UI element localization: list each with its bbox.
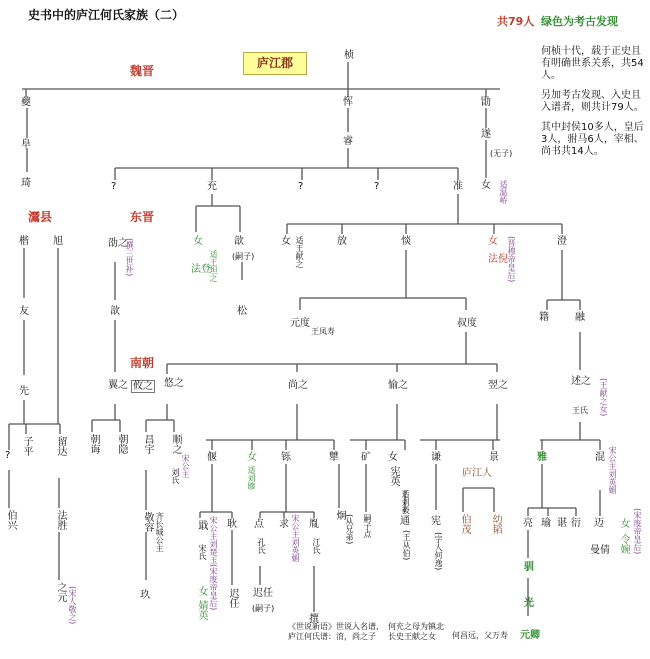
note-nu8: (王从伯)	[402, 530, 411, 561]
note-sizi: (嗣子)	[232, 252, 255, 261]
person-lingwan: 令婉	[618, 534, 629, 554]
person-cheng: 澄	[557, 236, 567, 247]
person-shun: 顺之	[170, 434, 181, 454]
person-yizhi2: 翌之	[488, 380, 508, 391]
count-label: 共79人	[497, 15, 535, 28]
note-songming: (宋废帝皇后)	[633, 508, 642, 555]
person-you2: 幼韬	[490, 514, 501, 534]
era-shixian: 灊县	[28, 210, 53, 224]
person-nu3: 女	[281, 236, 291, 247]
person-chaoyin: 朝隐	[116, 434, 127, 454]
person-ya: 雅	[537, 452, 547, 463]
note-songgz2: 宋公主刘楚玉	[209, 516, 218, 564]
person-dian: 点	[254, 519, 264, 530]
person-songying: 宪英	[388, 466, 399, 486]
person-fasheng: 法胜	[55, 510, 66, 530]
person-ziping: 子平	[21, 436, 32, 456]
person-qin: 谌	[557, 518, 567, 529]
person-xian: 先	[19, 386, 29, 397]
person-nu7: 女	[196, 586, 207, 596]
note-songgz3: 宋公主刘英媚	[291, 514, 300, 562]
person-chou2: 犨	[329, 452, 339, 463]
person-qian: 谦	[431, 452, 441, 463]
person-yi: 遂	[481, 129, 491, 140]
person-liuda: 留达	[55, 436, 66, 456]
note-shiwangxi: 适王献之	[295, 236, 304, 268]
person-yizhi: 翼之	[108, 380, 128, 391]
person-ren: 迟任	[227, 588, 238, 608]
person-song: 松	[237, 306, 247, 317]
note-3: 其中封侯10多人，皇后3人，驸马6人，宰相、尚书共14人。	[541, 122, 644, 157]
person-bojing: 伯兴	[5, 510, 16, 530]
person-shuzhi: 述之	[571, 376, 591, 387]
person-shuo: 铄	[281, 452, 291, 463]
note-songshi: 宋氏	[198, 544, 207, 560]
footnote-shishuo: 《世说新语》世说入名谱,庐江何氏谱：淯，尚之子	[288, 622, 379, 641]
person-youzhi: 攸之	[133, 381, 153, 392]
person-jiu: 玖	[140, 590, 150, 601]
note-songren: (宋人敬之)	[68, 586, 77, 625]
note-shiliujie: 适刘毅	[401, 490, 410, 514]
note-huzi: (无子)	[490, 149, 513, 158]
person-yan3: 衍	[571, 518, 581, 529]
note-kongshi: 孔氏	[257, 538, 266, 554]
person-yuanyu: 元度	[290, 318, 310, 329]
person-quanyu: 叔度	[457, 318, 477, 329]
person-yuanbo: 元卿	[520, 630, 540, 641]
person-tong: 通	[400, 516, 410, 527]
person-kui: 夔	[21, 97, 31, 108]
note-mingdi: (宋废帝皇后)	[209, 564, 218, 611]
person-zhen: 桢	[344, 50, 354, 61]
person-xian2: 宪	[431, 516, 441, 527]
note-yanjiang: (从兄弟)	[345, 514, 354, 545]
person-kai: 楷	[19, 236, 29, 247]
note-huanghou: (晋穆帝皇后)	[507, 236, 516, 283]
person-xu2: 旭	[53, 236, 63, 247]
person-ren2: 迟任	[253, 588, 273, 599]
era-nanchao: 南朝	[130, 356, 155, 370]
note-shiwenqiao: 适温峤	[499, 180, 508, 204]
person-rui: 睿	[343, 136, 353, 147]
person-nu9: 女	[618, 518, 629, 528]
person-zhuan: 撰	[309, 614, 319, 625]
person-rong: 融	[575, 312, 585, 323]
footnote-hechong: 何充之母为镇北长史王献之女	[388, 622, 444, 641]
person-nu5: 女	[247, 452, 257, 463]
note-heyi: (字人何逸)	[434, 532, 443, 571]
person-nu2: 女	[193, 236, 203, 247]
person-jingrong: 敬容	[142, 512, 153, 532]
person-q2: ?	[298, 181, 304, 192]
person-shangzhi: 尚之	[288, 380, 308, 391]
person-liang: 亮	[523, 518, 533, 529]
note-sizi2: (嗣子)	[252, 604, 275, 613]
person-xin: 歆	[110, 306, 120, 317]
person-qi: 琦	[21, 178, 31, 189]
person-fani: 法倪	[488, 254, 508, 265]
note-songgz4: 宋公主刘英媚	[608, 446, 617, 494]
person-nu1: 女	[481, 180, 491, 191]
person-jiong: 炯	[334, 510, 345, 520]
person-yuzhi: 悠之	[164, 378, 184, 389]
person-q3: ?	[374, 181, 380, 192]
person-you: 友	[19, 306, 29, 317]
person-xun: 驯	[524, 562, 534, 573]
note-shao: (撰三世补)	[125, 238, 134, 277]
person-chong: 充	[207, 181, 217, 192]
footnote-changyuan: 何昌远，父万寿	[452, 631, 508, 640]
note-lujiang: 庐江人	[462, 468, 492, 479]
person-mantian: 曼倩	[590, 545, 610, 556]
person-yao: 耿	[227, 519, 237, 530]
note-shiliugou: 适刘贂	[247, 466, 256, 490]
person-yan: 惔	[401, 236, 411, 247]
note-shiwangtan: 适王坦之	[209, 250, 218, 282]
person-li: 胤	[309, 519, 319, 530]
person-zhun: 准	[453, 181, 463, 192]
legend-label: 绿色为考古发现	[541, 15, 618, 28]
page-title: 史书中的庐江何氏家族（二）	[28, 8, 185, 22]
person-hang: 戢	[196, 520, 207, 530]
person-q1: ?	[111, 181, 117, 192]
note-liushi: 刘氏	[171, 468, 180, 484]
note-zi: 嗣子点	[363, 514, 372, 538]
note-jiangshi: 江氏	[312, 538, 321, 554]
person-zhiyuan: 之元	[55, 582, 66, 602]
note-wangxi: (王献之女)	[599, 378, 608, 417]
era-weijin: 魏晋	[130, 64, 155, 78]
person-nu4: 女	[488, 236, 498, 247]
person-shao: 劭之	[108, 238, 128, 249]
person-yu: 瑜	[541, 518, 551, 529]
person-fayi: 法登	[191, 264, 211, 275]
person-qiu2: 求	[279, 519, 289, 530]
person-wu: 迈	[594, 518, 604, 529]
note-2: 另加考古发现、入史且入谱者，则共计79人。	[541, 90, 644, 113]
person-xu: 勖	[481, 97, 491, 108]
note-song-gz: 宋公主	[181, 454, 190, 478]
person-yuzhi2: 愉之	[388, 380, 408, 391]
lujiang-stamp: 庐江郡	[243, 52, 307, 75]
person-kuang: 矿	[361, 452, 371, 463]
person-huan: 歆	[234, 236, 244, 247]
person-chaohui: 朝诲	[88, 434, 99, 454]
person-yan2: 偃	[207, 452, 217, 463]
note-wangshi: 王氏	[572, 406, 588, 415]
person-nu6: 女	[388, 452, 398, 463]
note-qiyong: 齐长城公主	[155, 512, 164, 552]
person-yun: 恽	[343, 97, 353, 108]
person-bomao: 伯茂	[459, 514, 470, 534]
person-jing: 景	[489, 452, 499, 463]
person-fu: 阜	[21, 139, 31, 150]
person-guang: 光	[524, 598, 534, 609]
summary-notes	[541, 46, 645, 166]
person-changyu: 昌宇	[142, 434, 153, 454]
person-fang: 放	[337, 236, 347, 247]
note-wangfeng: 王凤寿	[311, 327, 335, 336]
person-chou: 籍	[539, 312, 549, 323]
person-jingying: 婧英	[196, 600, 207, 620]
era-dongjin: 东晋	[130, 210, 155, 224]
person-q4: ?	[5, 450, 11, 461]
person-hun: 混	[595, 452, 605, 463]
note-1: 何桢十代，载于正史且有明确世系关系，共54人。	[541, 46, 644, 81]
